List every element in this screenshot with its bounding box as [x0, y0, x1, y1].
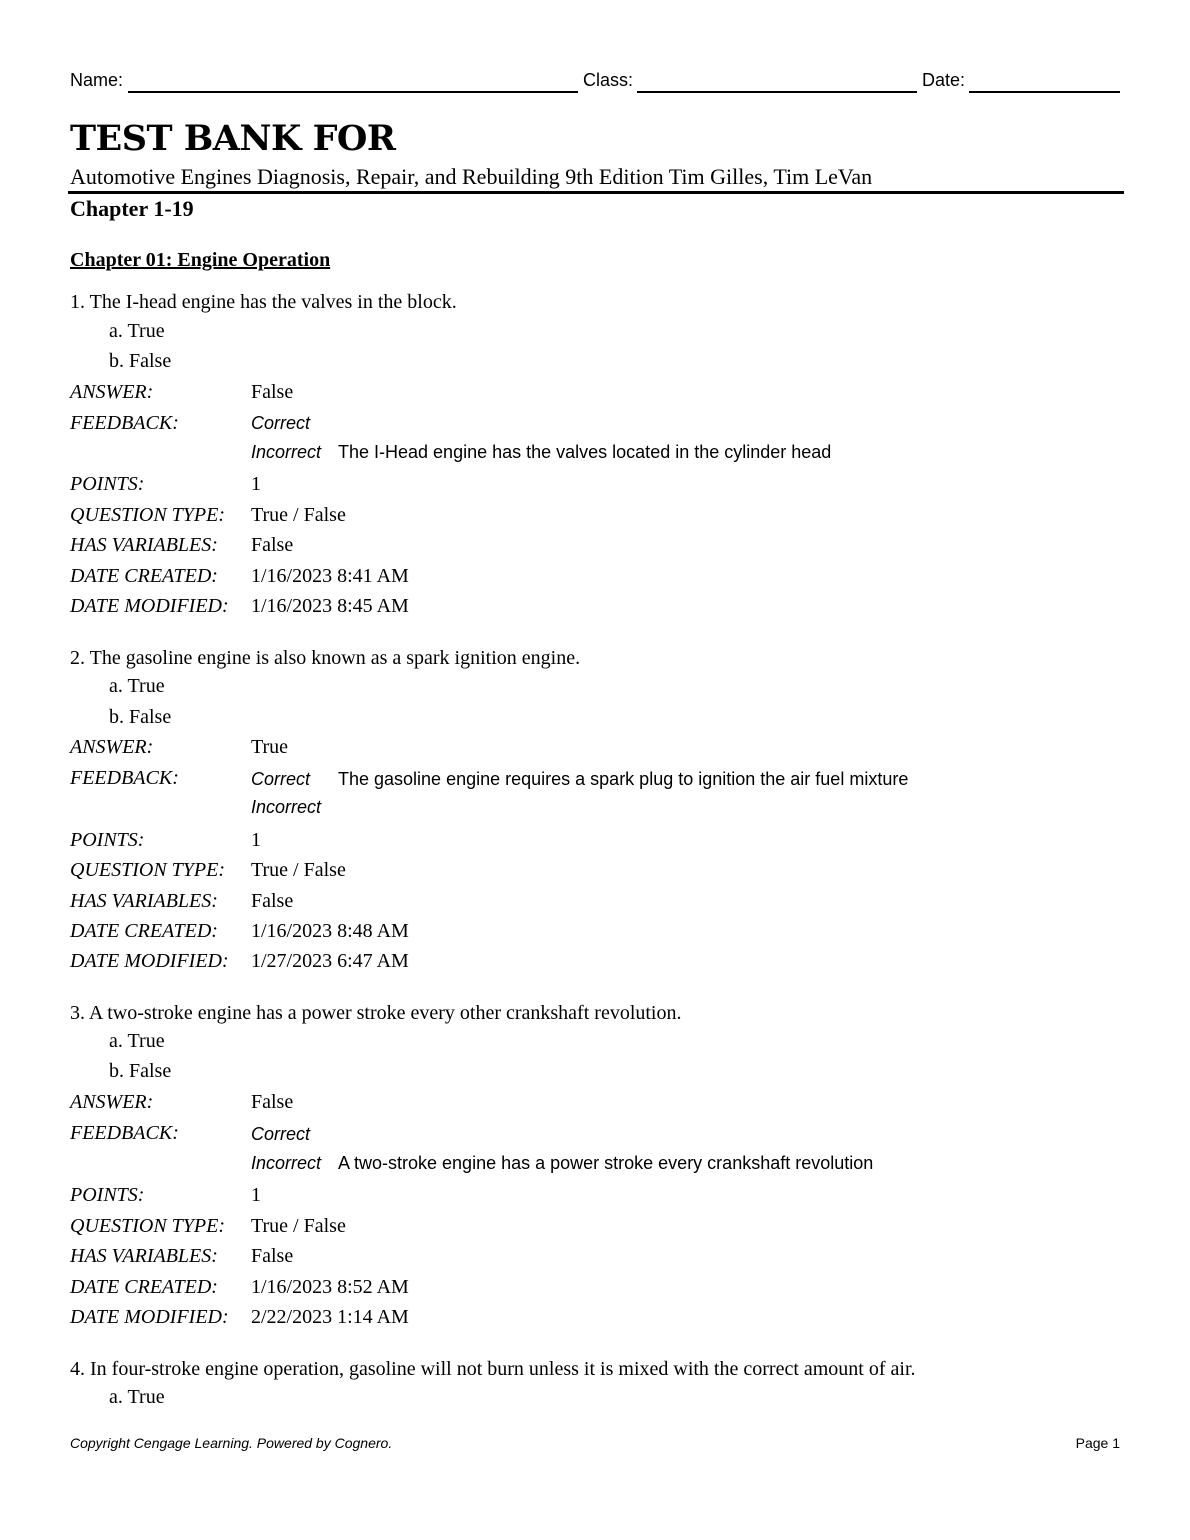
answer-label: ANSWER: [70, 736, 154, 758]
has-variables-value: False [251, 890, 294, 912]
answer-value: False [251, 381, 294, 403]
date-modified-label: DATE MODIFIED: [70, 595, 229, 617]
has-variables-label: HAS VARIABLES: [70, 534, 218, 556]
date-modified-value: 2/22/2023 1:14 AM [251, 1306, 409, 1328]
date-modified-label: DATE MODIFIED: [70, 1306, 229, 1328]
feedback-label: FEEDBACK: [70, 412, 179, 434]
feedback-incorrect [251, 1153, 874, 1174]
incorrect-feedback-text: The I-Head engine has the valves located in the cylinder head [338, 442, 832, 462]
question-stem: 2. The gasoline engine is also known as a spark ignition engine. [70, 647, 581, 669]
question-stem: 4. In four-stroke engine operation, gasoline will not burn unless it is mixed with the correct amount of air. [70, 1358, 916, 1380]
date-created-value: 1/16/2023 8:48 AM [251, 920, 409, 942]
points-label: POINTS: [70, 473, 145, 495]
answer-label: ANSWER: [70, 1091, 154, 1113]
question-type-value: True / False [251, 1215, 346, 1237]
footer-copyright: Copyright Cengage Learning. Powered by Cognero. [70, 1435, 393, 1451]
feedback-label: FEEDBACK: [70, 767, 179, 789]
date-created-label: DATE CREATED: [70, 920, 218, 942]
points-value: 1 [251, 1184, 261, 1206]
question-stem: 1. The I-head engine has the valves in the block. [70, 291, 457, 313]
class-label: Class: [583, 70, 634, 90]
date-label: Date: [922, 70, 966, 90]
answer-option: b. False [109, 1060, 172, 1082]
answer-value: False [251, 1091, 294, 1113]
points-value: 1 [251, 829, 261, 851]
date-created-value: 1/16/2023 8:41 AM [251, 565, 409, 587]
date-modified-label: DATE MODIFIED: [70, 950, 229, 972]
date-created-label: DATE CREATED: [70, 565, 218, 587]
answer-option: a. True [109, 1386, 165, 1408]
answer-option: a. True [109, 1030, 165, 1052]
question-type-value: True / False [251, 859, 346, 881]
answer-option: a. True [109, 320, 165, 342]
points-label: POINTS: [70, 1184, 145, 1206]
answer-option: b. False [109, 350, 172, 372]
question-stem: 3. A two-stroke engine has a power stroke every other crankshaft revolution. [70, 1002, 682, 1024]
correct-label: Correct [251, 769, 311, 789]
title-divider [68, 191, 1124, 194]
feedback-correct [251, 1124, 310, 1145]
feedback-correct [251, 769, 909, 790]
feedback-incorrect [251, 797, 321, 818]
answer-option: a. True [109, 675, 165, 697]
question-type-value: True / False [251, 504, 346, 526]
student-info-header [70, 68, 1122, 96]
question-type-label: QUESTION TYPE: [70, 1215, 226, 1237]
answer-option: b. False [109, 706, 172, 728]
answer-value: True [251, 736, 289, 758]
has-variables-value: False [251, 1245, 294, 1267]
correct-feedback-text: The gasoline engine requires a spark plug to ignition the air fuel mixture [338, 769, 909, 789]
book-subtitle: Automotive Engines Diagnosis, Repair, and Rebuilding 9th Edition Tim Gilles, Tim LeVan [70, 164, 873, 189]
incorrect-label: Incorrect [251, 442, 322, 462]
incorrect-label: Incorrect [251, 797, 322, 817]
correct-label: Correct [251, 1124, 311, 1144]
feedback-correct [251, 413, 310, 434]
feedback-label: FEEDBACK: [70, 1122, 179, 1144]
answer-label: ANSWER: [70, 381, 154, 403]
chapter-range: Chapter 1-19 [70, 196, 194, 221]
incorrect-label: Incorrect [251, 1153, 322, 1173]
has-variables-label: HAS VARIABLES: [70, 890, 218, 912]
points-label: POINTS: [70, 829, 145, 851]
footer-page-number: Page 1 [1075, 1435, 1120, 1451]
name-blank-line [128, 91, 578, 93]
date-modified-value: 1/27/2023 6:47 AM [251, 950, 409, 972]
date-created-value: 1/16/2023 8:52 AM [251, 1276, 409, 1298]
name-label: Name: [70, 70, 124, 90]
correct-label: Correct [251, 413, 311, 433]
question-type-label: QUESTION TYPE: [70, 859, 226, 881]
points-value: 1 [251, 473, 261, 495]
question-type-label: QUESTION TYPE: [70, 504, 226, 526]
class-blank-line [637, 91, 917, 93]
document-title: TEST BANK FOR [70, 118, 396, 159]
date-created-label: DATE CREATED: [70, 1276, 218, 1298]
chapter-title: Chapter 01: Engine Operation [70, 249, 331, 271]
date-blank-line [969, 91, 1120, 93]
date-modified-value: 1/16/2023 8:45 AM [251, 595, 409, 617]
has-variables-value: False [251, 534, 294, 556]
incorrect-feedback-text: A two-stroke engine has a power stroke every crankshaft revolution [338, 1153, 874, 1173]
has-variables-label: HAS VARIABLES: [70, 1245, 218, 1267]
feedback-incorrect [251, 442, 832, 463]
